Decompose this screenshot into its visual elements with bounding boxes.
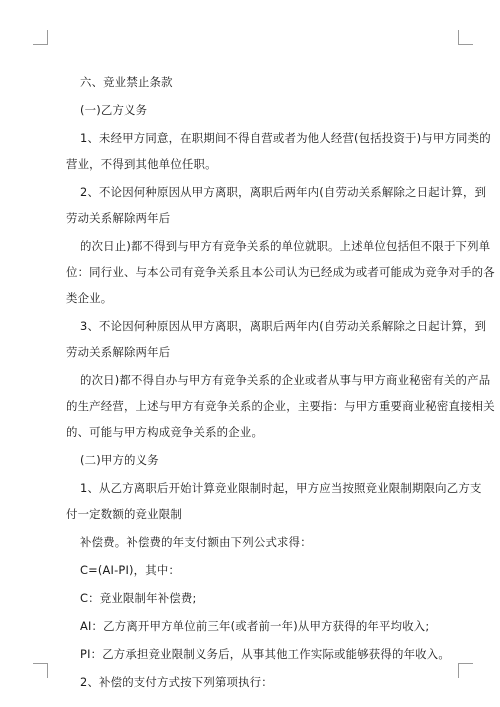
paragraph-line: 的、可能与甲方构成竞争关系的企业。: [66, 425, 264, 439]
definition-line: PI：乙方承担竞业限制义务后，从事其他工作实际或能够获得的年收入。: [80, 647, 450, 661]
paragraph-line: 补偿费。补偿费的年支付额由下列公式求得：: [80, 535, 312, 549]
paragraph-line: 的生产经营，上述与甲方有竞争关系的企业，主要指：与甲方重要商业秘密直接相关: [66, 399, 495, 413]
paragraph-line: 位：同行业、与本公司有竞争关系且本公司认为已经成为或者可能成为竞争对手的各: [66, 265, 495, 279]
paragraph-line: 付一定数额的竞业限制: [66, 507, 182, 521]
paragraph-line: 类企业。: [66, 291, 113, 305]
document-body: [66, 62, 495, 690]
paragraph-line: 3、不论因何种原因从甲方离职，离职后两年内(自劳动关系解除之日起计算，到: [80, 319, 487, 333]
paragraph-line: 的次日)都不得自办与甲方有竞争关系的企业或者从事与甲方商业秘密有关的产品: [80, 373, 491, 387]
definition-line: AI：乙方离开甲方单位前三年(或者前一年)从甲方获得的年平均收入;: [80, 619, 430, 633]
crop-mark-bottom-right: [458, 663, 473, 678]
paragraph-line: 劳动关系解除两年后: [66, 345, 171, 359]
subsection-heading: (一)乙方义务: [80, 103, 148, 117]
paragraph-line: 的次日止)都不得到与甲方有竞争关系的单位就职。上述单位包括但不限于下列单: [80, 239, 491, 253]
paragraph-line: 2、补偿的支付方式按下列第项执行：: [80, 675, 273, 689]
crop-mark-bottom-left: [33, 663, 48, 678]
paragraph-line: 1、从乙方离职后开始计算竞业限制时起，甲方应当按照竞业限制期限向乙方支: [80, 481, 482, 495]
crop-mark-top-left: [33, 30, 48, 45]
paragraph-line: 劳动关系解除两年后: [66, 211, 171, 225]
crop-mark-top-right: [458, 30, 473, 45]
subsection-heading: (二)甲方的义务: [80, 453, 159, 467]
paragraph-line: 2、不论因何种原因从甲方离职，离职后两年内(自劳动关系解除之日起计算，到: [80, 185, 487, 199]
section-heading: 六、竞业禁止条款: [80, 75, 173, 89]
paragraph-line: 1、未经甲方同意，在职期间不得自营或者为他人经营(包括投资于)与甲方同类的: [80, 131, 491, 145]
paragraph-line: 营业，不得到其他单位任职。: [66, 157, 217, 171]
formula-line: C=(AI-PI)，其中：: [80, 563, 181, 577]
definition-line: C：竞业限制年补偿费;: [80, 591, 197, 605]
